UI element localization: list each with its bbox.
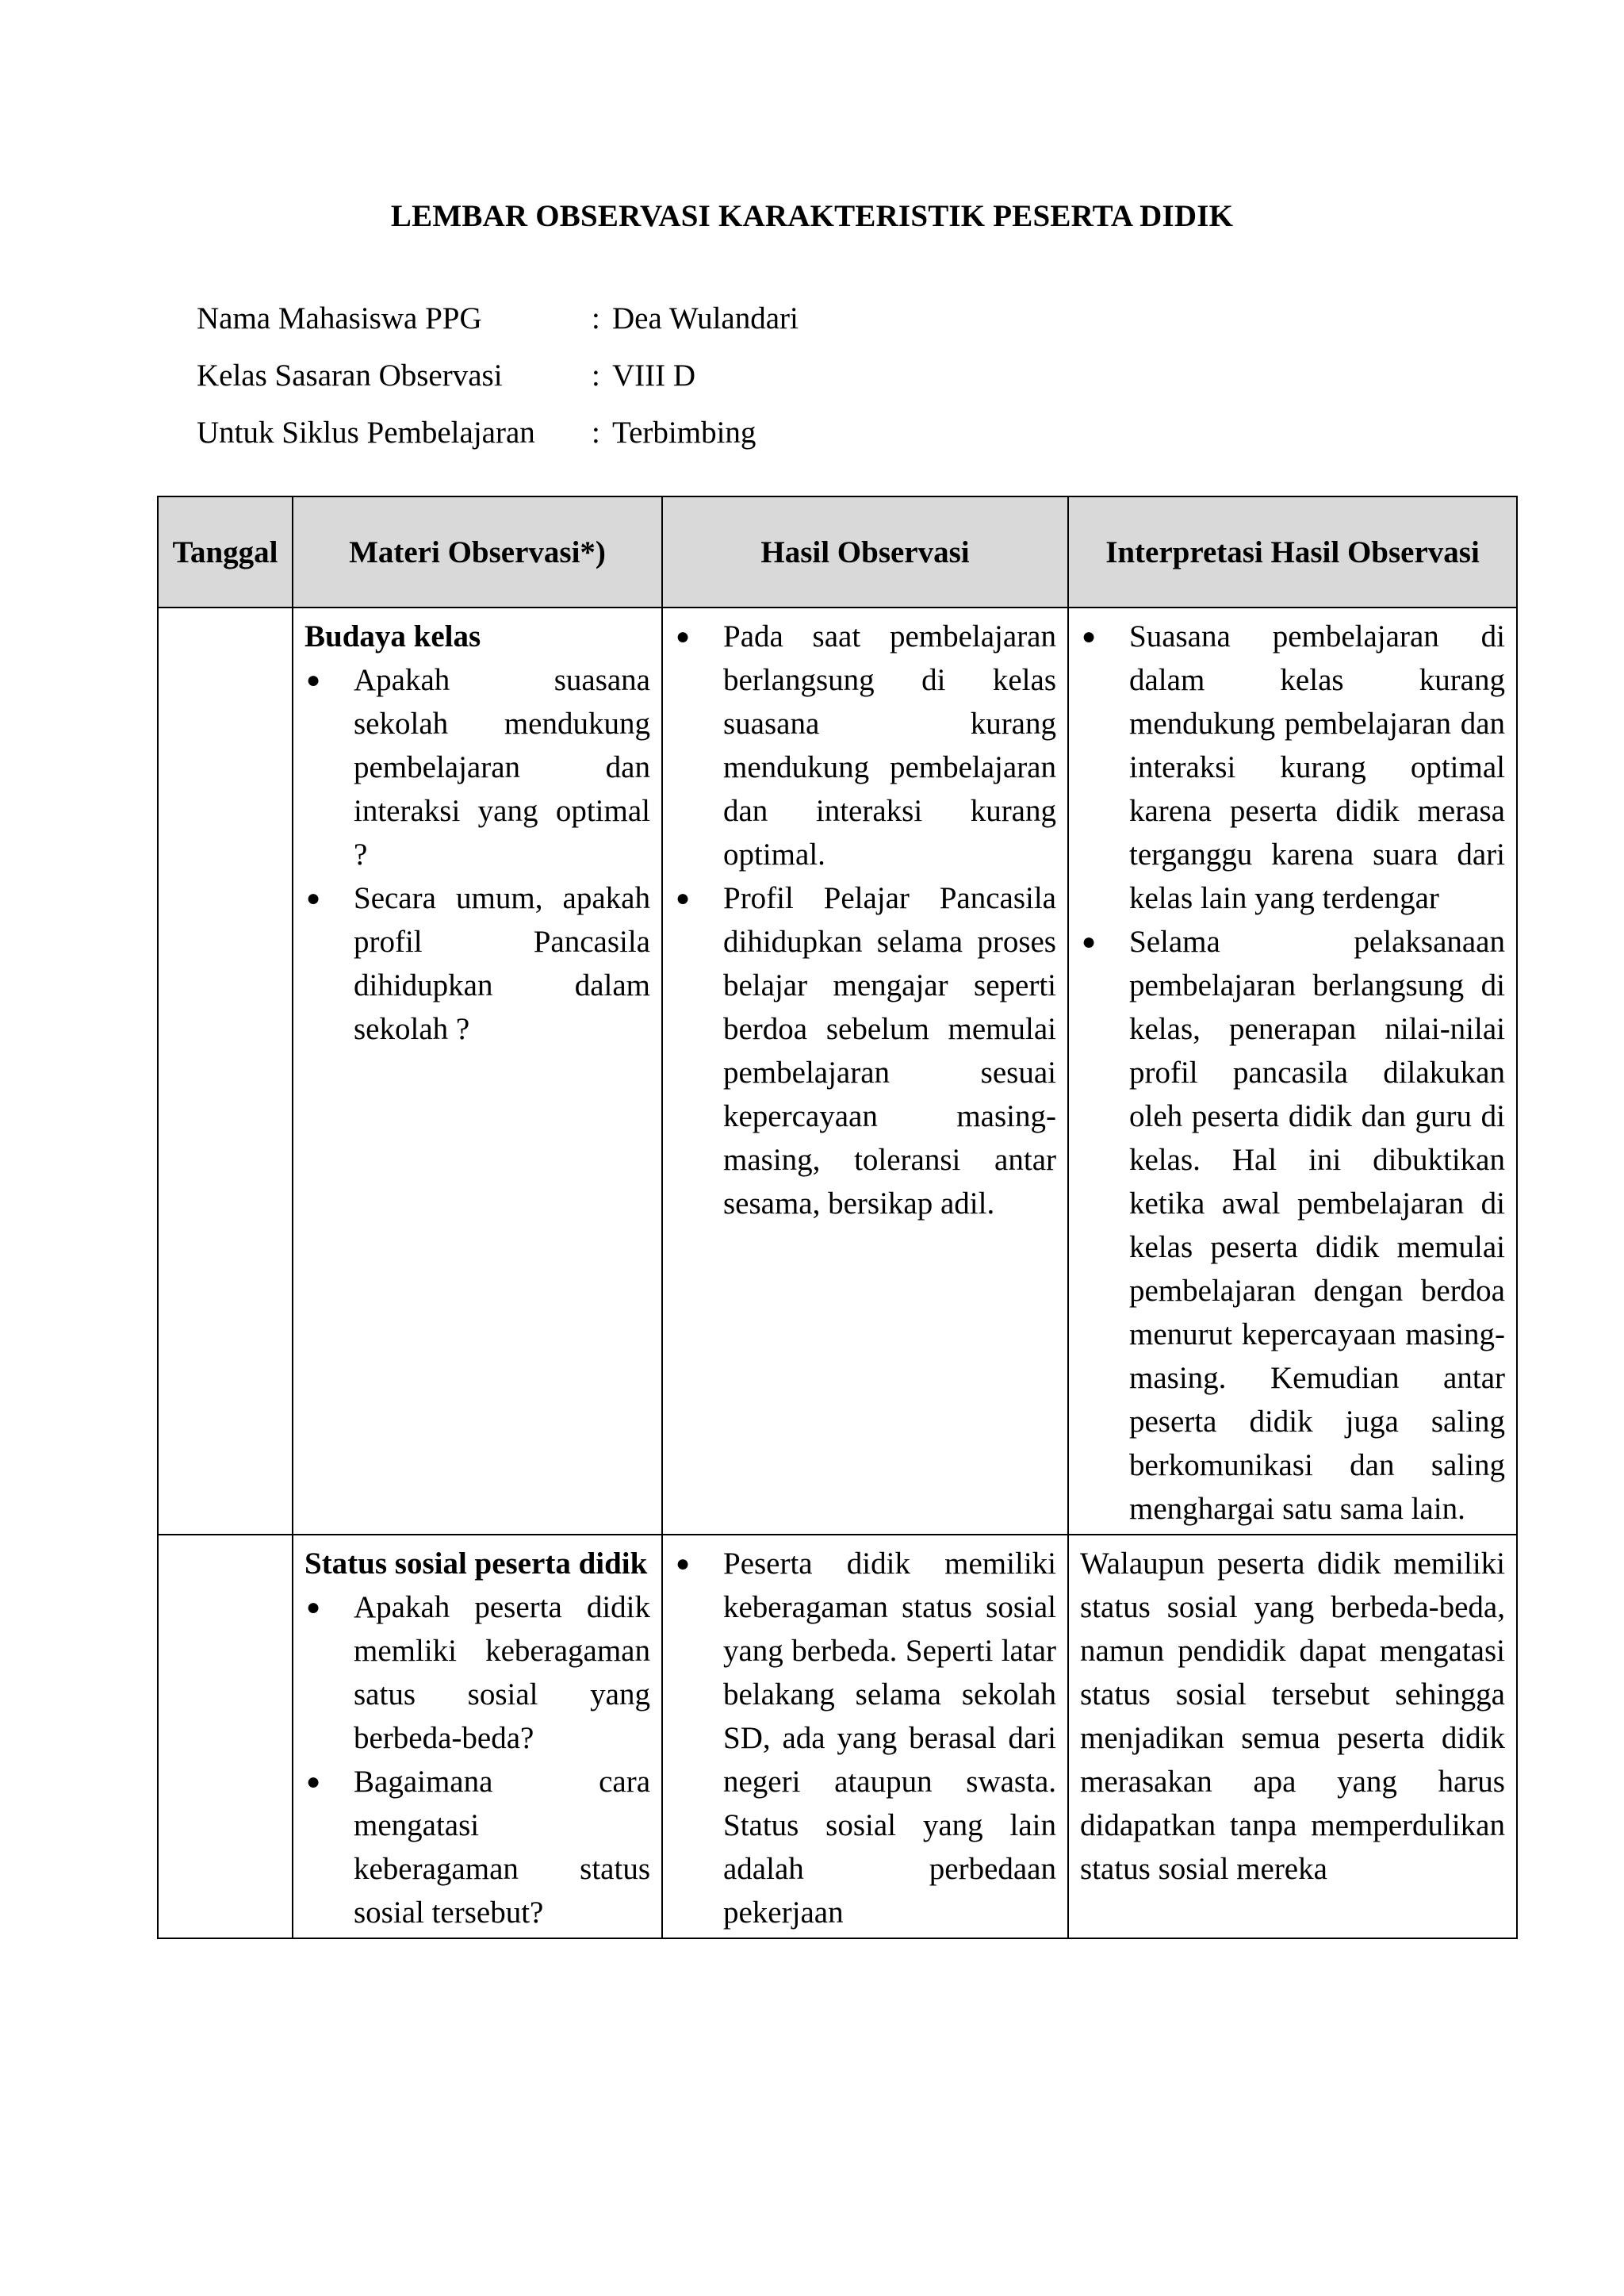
info-value: Terbimbing xyxy=(612,415,756,450)
info-colon: : xyxy=(592,301,600,335)
interpretasi-text: Suasana pembelajaran di dalam kelas kurang mendukung pembelajaran dan interaksi kurang optimal karena peserta didik merasa terganggu karena suara dari kelas lain yang terdengar xyxy=(1129,619,1505,915)
cell-hasil xyxy=(662,608,1068,1535)
interpretasi-list xyxy=(1080,615,1505,1531)
list-item xyxy=(304,1585,650,1760)
header-tanggal: Tanggal xyxy=(158,496,293,608)
question-text: Secara umum, apakah profil Pancasila dihidupkan dalam sekolah ? xyxy=(354,881,650,1046)
list-item xyxy=(1080,615,1505,920)
header-interpretasi: Interpretasi Hasil Observasi xyxy=(1068,496,1517,608)
question-text: Apakah peserta didik memliki keberagaman satus sosial yang berbeda-beda? xyxy=(354,1590,650,1755)
question-list xyxy=(304,658,650,1051)
hasil-list xyxy=(674,1542,1056,1934)
table-row xyxy=(158,608,1517,1535)
list-item xyxy=(674,876,1056,1225)
table-row xyxy=(158,1535,1517,1938)
hasil-text: Pada saat pembelajaran berlangsung di kelas suasana kurang mendukung pembelajaran dan interaksi kurang optimal. xyxy=(723,619,1056,872)
list-item xyxy=(1080,920,1505,1531)
list-item xyxy=(674,615,1056,876)
cell-interpretasi xyxy=(1068,1535,1517,1938)
info-value: Dea Wulandari xyxy=(612,301,799,335)
bullet-icon: ● xyxy=(306,1769,321,1795)
bullet-icon: ● xyxy=(306,667,321,693)
hasil-text: Profil Pelajar Pancasila dihidupkan selama proses belajar mengajar seperti berdoa sebelum memulai pembelajaran sesuai kepercayaan masing-masing, toleransi antar sesama, bersikap adil. xyxy=(723,881,1056,1221)
table-header-row xyxy=(158,496,1517,608)
info-row-kelas xyxy=(197,347,695,404)
bullet-icon: ● xyxy=(676,623,691,650)
header-materi: Materi Observasi*) xyxy=(293,496,662,608)
list-item xyxy=(304,876,650,1051)
hasil-list xyxy=(674,615,1056,1225)
question-text: Apakah suasana sekolah mendukung pembelajaran dan interaksi yang optimal ? xyxy=(354,663,650,872)
bullet-icon: ● xyxy=(1082,623,1097,650)
topic-title: Status sosial peserta didik xyxy=(304,1547,648,1581)
interpretasi-text: Walaupun peserta didik memiliki status sosial yang berbeda-beda, namun pendidik dapat mengatasi status sosial tersebut sehingga menjadikan semua peserta didik merasakan apa yang harus didapatkan tanpa memperdulikan status sosial mereka xyxy=(1080,1547,1505,1886)
observation-table xyxy=(157,496,1518,1939)
info-value: VIII D xyxy=(612,358,696,393)
question-list xyxy=(304,1585,650,1934)
cell-tanggal xyxy=(158,608,293,1535)
topic-title: Budaya kelas xyxy=(304,619,481,654)
bullet-icon: ● xyxy=(306,1594,321,1620)
info-label: Kelas Sasaran Observasi xyxy=(197,358,503,393)
page-title: LEMBAR OBSERVASI KARAKTERISTIK PESERTA DIDIK xyxy=(390,199,1234,233)
hasil-text: Peserta didik memiliki keberagaman status sosial yang berbeda. Seperti latar belakang selama sekolah SD, ada yang berasal dari negeri ataupun swasta. Status sosial yang lain adalah perbedaan pekerjaan xyxy=(723,1547,1056,1930)
bullet-icon: ● xyxy=(676,885,691,911)
cell-hasil xyxy=(662,1535,1068,1938)
question-text: Bagaimana cara mengatasi keberagaman status sosial tersebut? xyxy=(354,1765,650,1930)
cell-interpretasi xyxy=(1068,608,1517,1535)
info-label: Untuk Siklus Pembelajaran xyxy=(197,415,535,450)
info-label: Nama Mahasiswa PPG xyxy=(197,301,482,335)
bullet-icon: ● xyxy=(676,1550,691,1577)
list-item xyxy=(304,658,650,876)
cell-materi xyxy=(293,1535,662,1938)
bullet-icon: ● xyxy=(1082,929,1097,955)
list-item xyxy=(304,1760,650,1934)
list-item xyxy=(674,1542,1056,1934)
bullet-icon: ● xyxy=(306,885,321,911)
header-hasil: Hasil Observasi xyxy=(662,496,1068,608)
info-row-siklus xyxy=(197,404,756,461)
cell-materi xyxy=(293,608,662,1535)
info-colon: : xyxy=(592,358,600,393)
info-colon: : xyxy=(592,415,600,450)
info-row-nama xyxy=(197,289,799,347)
interpretasi-text: Selama pelaksanaan pembelajaran berlangsung di kelas, penerapan nilai-nilai profil pancasila dilakukan oleh peserta didik dan guru di kelas. Hal ini dibuktikan ketika awal pembelajaran di kelas peserta didik memulai pembelajaran dengan berdoa menurut kepercayaan masing-masing. Kemudian antar peserta didik juga saling berkomunikasi dan saling menghargai satu sama lain. xyxy=(1129,925,1505,1526)
cell-tanggal xyxy=(158,1535,293,1938)
